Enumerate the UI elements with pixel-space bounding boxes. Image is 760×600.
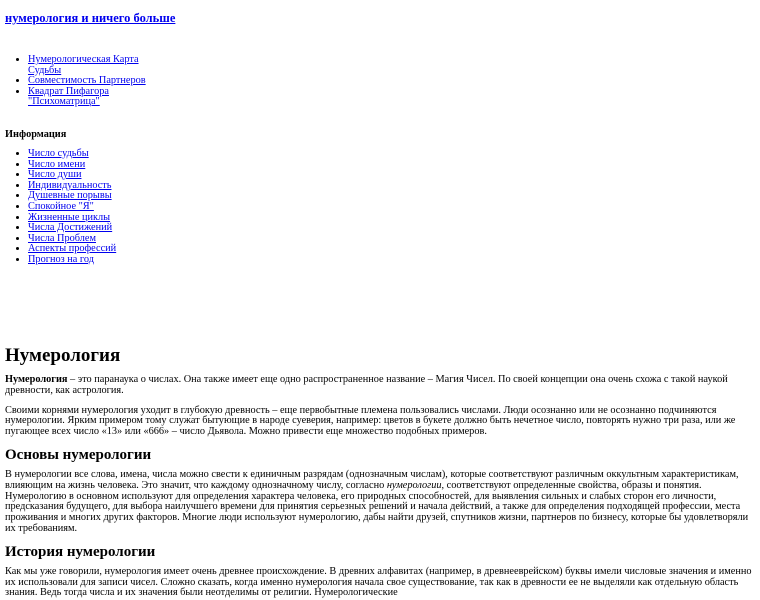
info-link-problem-numbers[interactable]: Числа Проблем	[28, 232, 96, 244]
top-menu	[0, 55, 158, 108]
info-link-name-number[interactable]: Число имени	[28, 158, 86, 170]
info-link-year-forecast[interactable]: Прогноз на год	[28, 253, 94, 265]
site-title-link[interactable]: нумерология и ничего больше	[5, 11, 176, 25]
basics-emphasis: нумерологии	[386, 479, 442, 491]
info-heading: Информация	[5, 129, 67, 140]
intro-paragraph	[5, 375, 757, 397]
top-menu-item	[28, 87, 158, 108]
info-link-individuality[interactable]: Индивидуальность	[28, 179, 112, 191]
basics-heading: Основы нумерологии	[5, 446, 152, 463]
intro-text: – это паранаука о числах. Она также имеет еще одно распространенное название – Магия Чисел. По своей концепции она очень схожа с такой наукой древности, как астрология.	[5, 374, 728, 396]
info-link-quiet-self[interactable]: Спокойное "Я"	[28, 200, 94, 212]
top-menu-item	[28, 55, 158, 76]
article-content	[5, 345, 757, 599]
history-heading: История нумерологии	[5, 543, 156, 560]
info-link-soul-urges[interactable]: Душевные порывы	[28, 190, 112, 202]
article-title: Нумерология	[5, 345, 121, 366]
top-menu-link-pythagoras-square[interactable]: Квадрат Пифагора "Психоматрица"	[28, 85, 109, 108]
intro-term: Нумерология	[5, 374, 68, 385]
roots-paragraph: Своими корнями нумерология уходит в глубокую древность – еще первобытные племена пользовались числами. Люди осознанно или не осознанно подчиняются нумерологии. Ярким примером тому служат бытующие в народе суеверия, например: цветов в букете должно быть нечетное число, повторять нужно три раза, или же пугающее всех число «13» или «666» – число Дьявола. Можно привести еще множество подобных примеров.	[5, 404, 736, 438]
history-paragraph: Как мы уже говорили, нумерология имеет очень древнее происхождение. В древних алфавитах (например, в древнееврейском) буквы имели числовые значения и именно их использовали для записи чисел. Сложно сказать, когда именно нумерология начала свое существование, так как в древности ее не выделяли как отдельную область знания. Ведь тогда числа и их значения были неотделимы от религии. Нумерологические	[5, 565, 752, 599]
basics-text-part1: В нумерологии все слова, имена, числа можно свести к единичным разрядам (однозначным числам), которые соответствуют различным оккультным характеристикам, влияющим на жизнь человека. Это значит, что каждому однозначному числу, согласно	[5, 468, 739, 491]
basics-paragraph	[5, 470, 757, 535]
info-menu	[0, 149, 158, 266]
info-menu-item	[28, 255, 158, 266]
info-link-achievement-numbers[interactable]: Числа Достижений	[28, 222, 113, 234]
top-menu-link-compatibility[interactable]: Совместимость Партнеров	[28, 75, 146, 87]
basics-text-part2: , соответствуют определенные свойства, образы и понятия. Нумерологию в основном используют для определения характера человека, его природных способностей, для выявления сильных и слабых сторон его личности, предсказания будущего, для выбора наилучшего времени для принятия серьезных решений и начала действий, а также для определения подходящей профессии, места проживания и многих других факторов. Многие люди используют нумерологию, дабы найти друзей, спутников жизни, партнеров по бизнесу, которые бы удовлетворяли их требованиям.	[5, 479, 749, 534]
info-link-soul-number[interactable]: Число души	[28, 169, 82, 181]
info-link-life-cycles[interactable]: Жизненные циклы	[28, 211, 111, 223]
info-link-profession-aspects[interactable]: Аспекты профессий	[28, 243, 117, 255]
site-title	[5, 11, 175, 25]
info-link-destiny-number[interactable]: Число судьбы	[28, 148, 89, 159]
top-menu-link-destiny-map[interactable]: Нумерологическая Карта Судьбы	[28, 54, 139, 76]
